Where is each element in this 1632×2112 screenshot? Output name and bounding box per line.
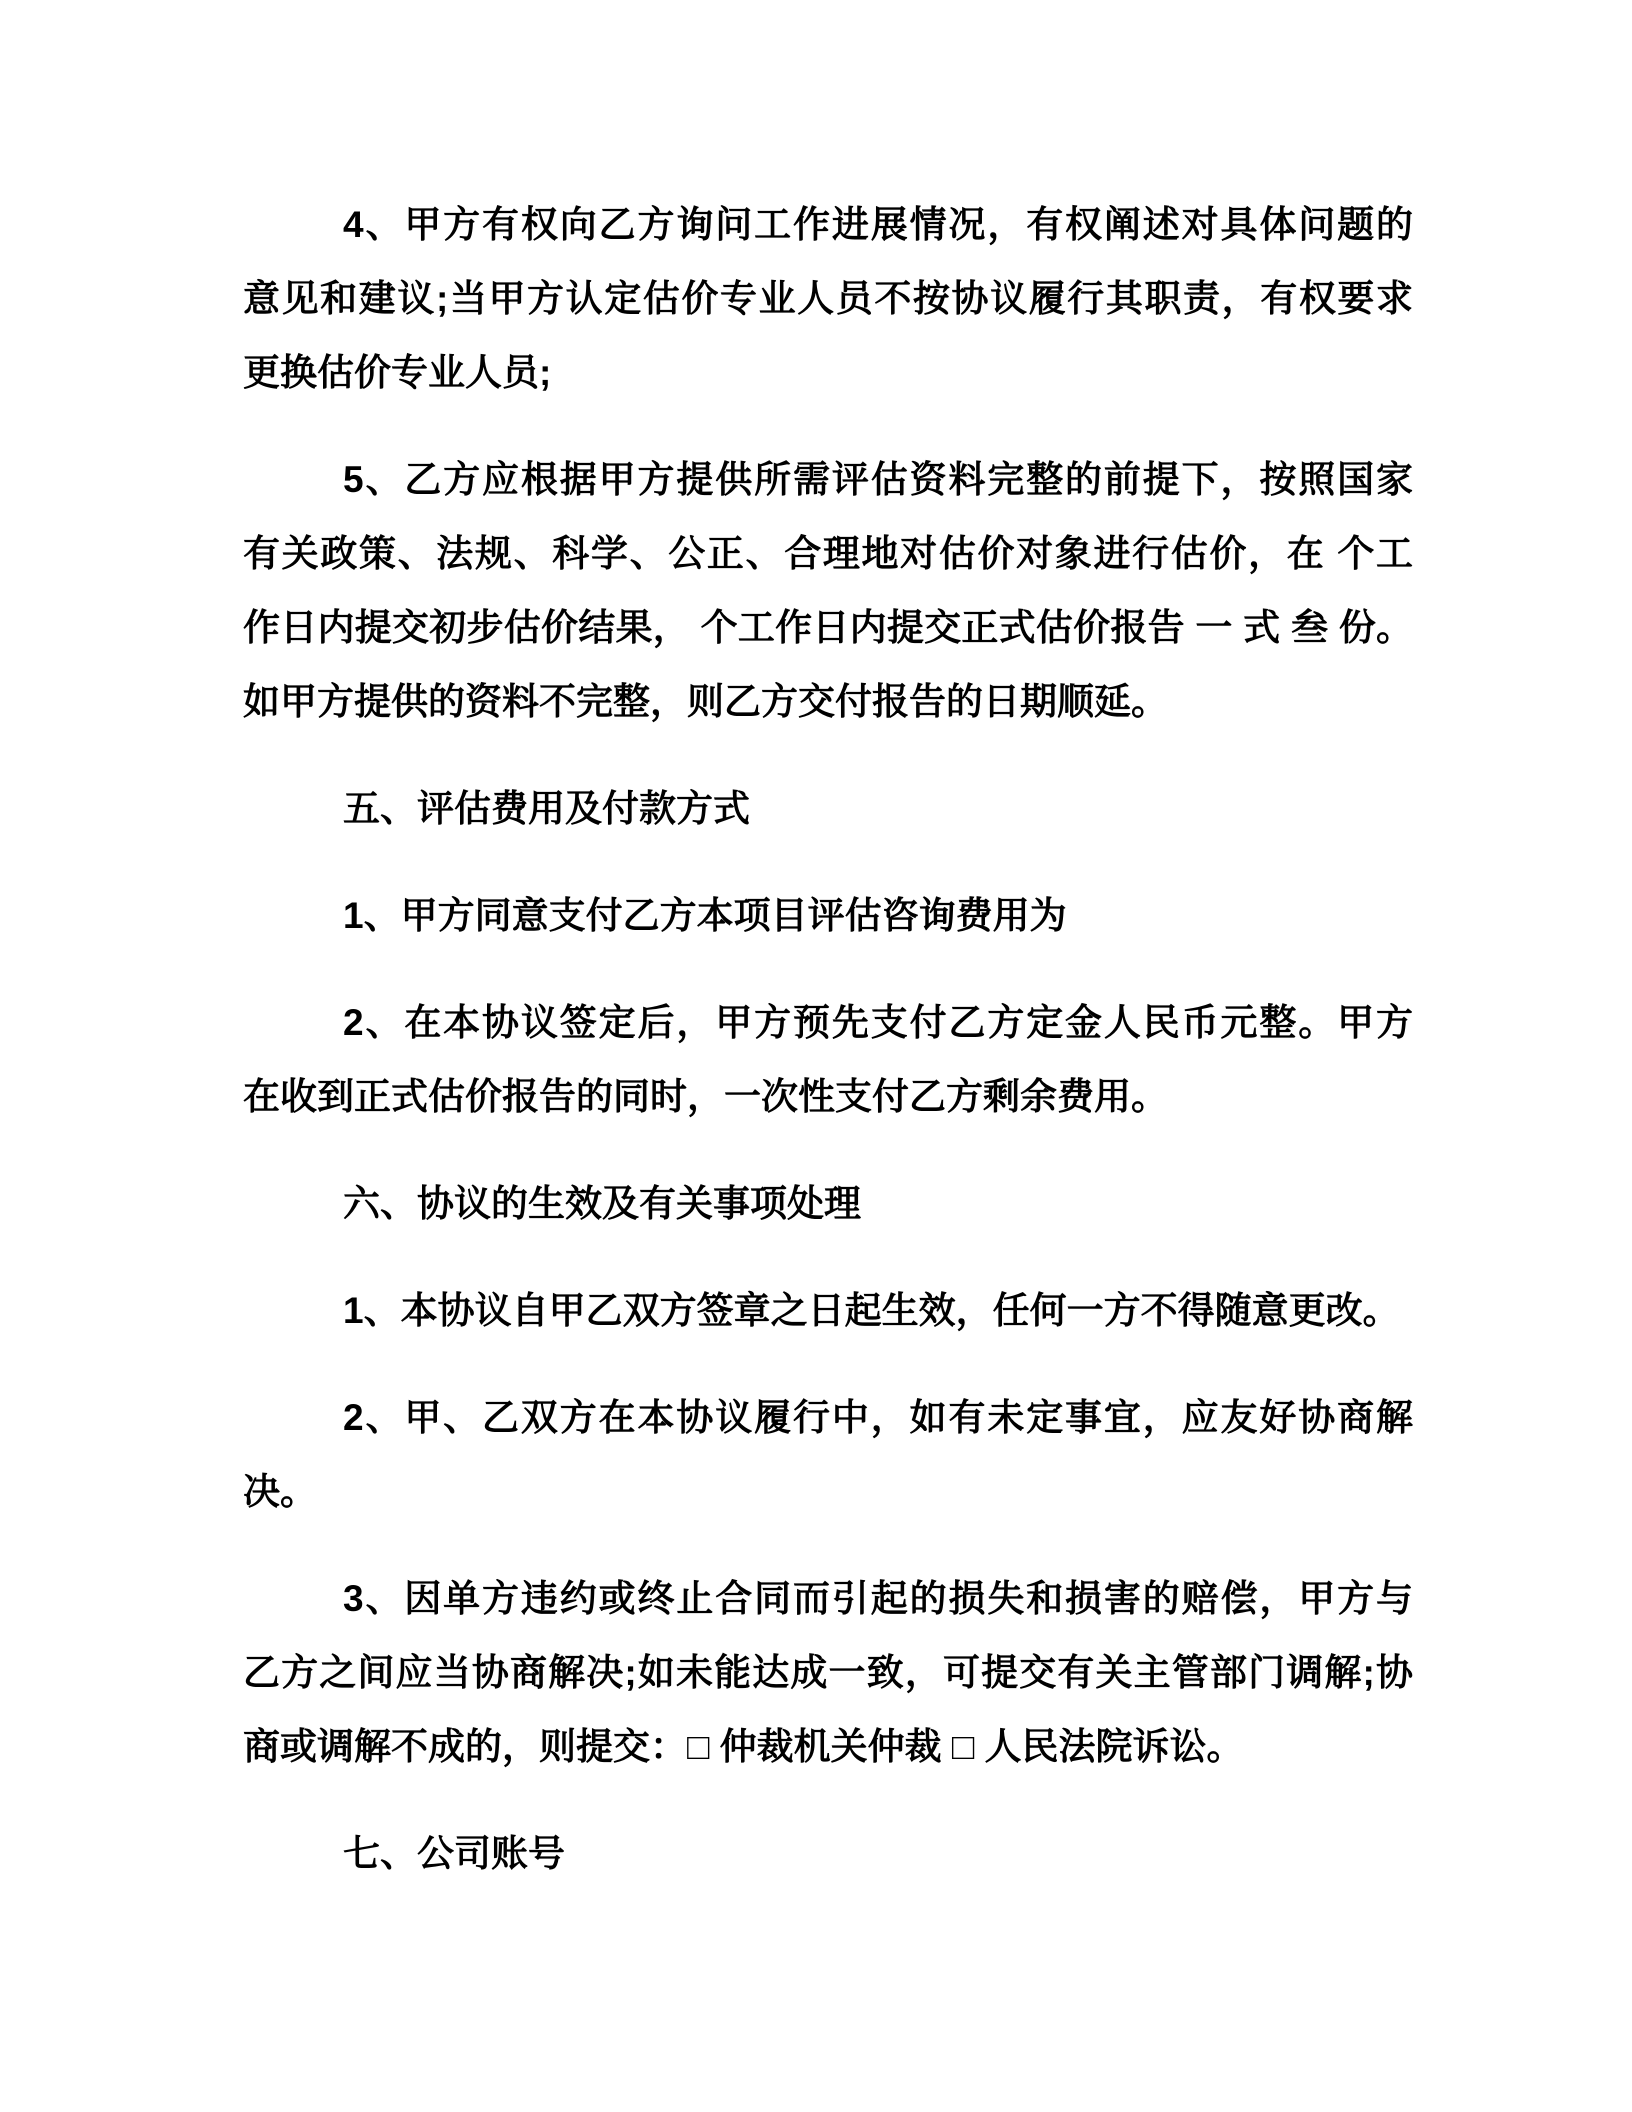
clause-6-2-line-1: 2、甲、乙双方在本协议履行中，如有未定事宜，应友好协商解 — [343, 1397, 1413, 1438]
clause-4 — [243, 188, 1413, 410]
clause-5-2-line-1: 2、在本协议签定后，甲方预先支付乙方定金人民币元整。甲方 — [343, 1002, 1413, 1043]
clause-4-line-3: 更换估价专业人员; — [243, 352, 552, 393]
clause-4-line-2: 意见和建议;当甲方认定估价专业人员不按协议履行其职责，有权要求 — [243, 278, 1413, 319]
section-7-heading-line-1: 七、公司账号 — [343, 1833, 565, 1874]
clause-6-3-line-3: 商或调解不成的，则提交：□ 仲裁机关仲裁 □ 人民法院诉讼。 — [243, 1726, 1244, 1767]
clause-6-2-line-2: 决。 — [243, 1471, 317, 1512]
clause-5-line-4: 如甲方提供的资料不完整，则乙方交付报告的日期顺延。 — [243, 681, 1168, 722]
clause-5 — [243, 443, 1413, 739]
clause-6-3-line-2: 乙方之间应当协商解决;如未能达成一致，可提交有关主管部门调解;协 — [243, 1652, 1413, 1693]
document-body — [243, 188, 1413, 1891]
clause-5-1 — [243, 879, 1413, 953]
clause-6-3-line-1: 3、因单方违约或终止合同而引起的损失和损害的赔偿，甲方与 — [343, 1578, 1413, 1619]
clause-5-line-1: 5、乙方应根据甲方提供所需评估资料完整的前提下，按照国家 — [343, 459, 1413, 500]
clause-5-line-3: 作日内提交初步估价结果， 个工作日内提交正式估价报告 一 式 叁 份。 — [243, 607, 1413, 648]
clause-6-1-line-1: 1、本协议自甲乙双方签章之日起生效，任何一方不得随意更改。 — [343, 1290, 1400, 1331]
clause-6-3 — [243, 1562, 1413, 1784]
section-6-heading-line-1: 六、协议的生效及有关事项处理 — [343, 1183, 861, 1224]
section-5-heading — [243, 772, 1413, 846]
clause-5-1-line-1: 1、甲方同意支付乙方本项目评估咨询费用为 — [343, 895, 1067, 936]
clause-6-2 — [243, 1381, 1413, 1529]
section-5-heading-line-1: 五、评估费用及付款方式 — [343, 788, 750, 829]
clause-5-2 — [243, 986, 1413, 1134]
clause-5-2-line-2: 在收到正式估价报告的同时，一次性支付乙方剩余费用。 — [243, 1076, 1168, 1117]
section-6-heading — [243, 1167, 1413, 1241]
clause-6-1 — [243, 1274, 1413, 1348]
clause-4-line-1: 4、甲方有权向乙方询问工作进展情况，有权阐述对具体问题的 — [343, 204, 1413, 245]
clause-5-line-2: 有关政策、法规、科学、公正、合理地对估价对象进行估价，在 个工 — [243, 533, 1413, 574]
section-7-heading — [243, 1817, 1413, 1891]
